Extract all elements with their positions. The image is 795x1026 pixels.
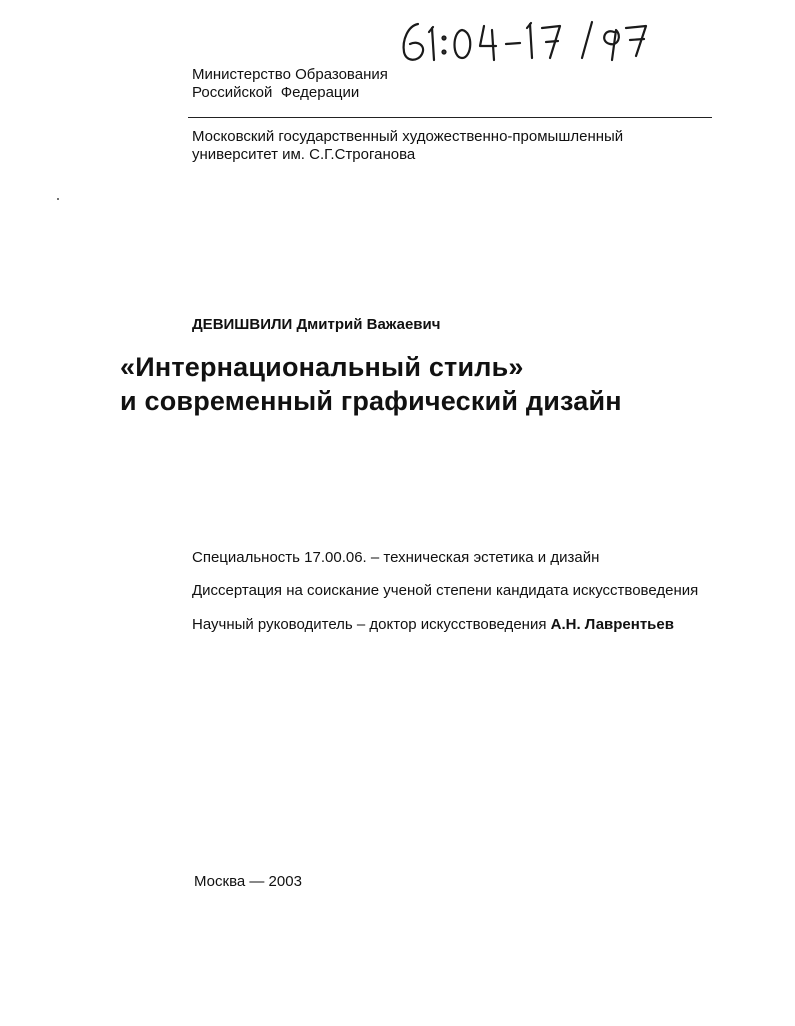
university-header (192, 128, 623, 164)
dissertation-degree-line: Диссертация на соискание ученой степени кандидата искусствоведения (192, 582, 699, 599)
author-name (192, 316, 440, 334)
supervisor-name: А.Н. Лаврентьев (550, 616, 674, 633)
ministry-header (192, 66, 388, 102)
ministry-line-2: Российской Федерации (192, 84, 360, 101)
specialty-line: Специальность 17.00.06. – техническая эстетика и дизайн (192, 549, 600, 566)
handwritten-code-drawing (396, 6, 656, 70)
supervisor-prefix: Научный руководитель – доктор искусствоведения (192, 616, 547, 633)
dissertation-title (120, 350, 622, 418)
author-surname: ДЕВИШВИЛИ (192, 316, 293, 333)
scan-speck (57, 198, 59, 200)
supervisor-line (192, 616, 674, 634)
city-year: Москва — 2003 (194, 873, 302, 890)
university-line-1: Московский государственный художественно-промышленный (192, 128, 624, 145)
header-divider (188, 117, 712, 118)
author-given-names: Дмитрий Важаевич (296, 316, 441, 333)
title-line-2: и современный графический дизайн (120, 386, 622, 416)
title-line-1: «Интернациональный стиль» (120, 352, 524, 382)
university-line-2: университет им. С.Г.Строганова (192, 146, 416, 163)
ministry-line-1: Министерство Образования (192, 66, 388, 83)
handwritten-archive-code (396, 6, 656, 70)
